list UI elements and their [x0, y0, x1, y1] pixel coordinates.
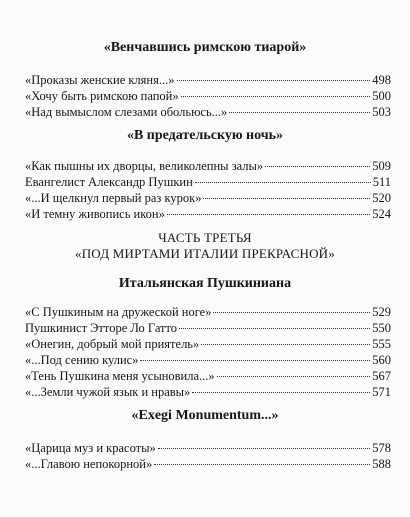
toc-entry [25, 320, 391, 336]
toc-entry [25, 206, 391, 222]
entry-title: «Проказы женские кляня...» [25, 73, 175, 87]
toc-entry [25, 190, 391, 206]
entry-page: 503 [372, 105, 391, 119]
part-title: «ПОД МИРТАМИ ИТАЛИИ ПРЕКРАСНОЙ» [75, 246, 335, 261]
toc-entry [25, 88, 391, 104]
toc-entry [25, 456, 391, 472]
leader-dots [203, 198, 370, 199]
entry-page: 511 [372, 175, 391, 189]
leader-dots [177, 80, 371, 81]
entry-page: 524 [372, 207, 391, 221]
toc-entry [25, 304, 391, 320]
entry-page: 588 [372, 457, 391, 471]
entry-page: 567 [372, 369, 391, 383]
leader-dots [213, 312, 370, 313]
entry-page: 500 [372, 89, 391, 103]
leader-dots [217, 376, 371, 377]
entry-page: 520 [372, 191, 391, 205]
leader-dots [158, 448, 370, 449]
entry-title: «Как пышны их дворцы, великолепны залы» [25, 159, 264, 173]
toc-entry [25, 174, 391, 190]
entry-title: «Онегин, добрый мой приятель» [25, 337, 200, 351]
entry-title: Пушкинист Этторе Ло Гатто [25, 321, 178, 335]
toc-entry [25, 158, 391, 174]
entry-title: «Царица муз и красоты» [25, 441, 156, 455]
entry-page: 498 [372, 73, 391, 87]
leader-dots [201, 344, 370, 345]
leader-dots [195, 182, 371, 183]
toc-entry [25, 368, 391, 384]
leader-dots [229, 112, 370, 113]
leader-dots [192, 392, 370, 393]
entry-title: «С Пушкиным на дружеской ноге» [25, 305, 212, 319]
entry-page: 509 [372, 159, 391, 173]
toc-entry [25, 104, 391, 120]
toc-entry [25, 384, 391, 400]
entry-title: «Тень Пушкина меня усыновила...» [25, 369, 215, 383]
leader-dots [179, 328, 370, 329]
entry-page: 555 [372, 337, 391, 351]
entry-title: «Хочу быть римскою папой» [25, 89, 179, 103]
entry-page: 529 [372, 305, 391, 319]
entry-title: Евангелист Александр Пушкин [25, 175, 193, 189]
entry-title: «Над вымыслом слезами обольюсь...» [25, 105, 228, 119]
entry-title: «...Главою непокорной» [25, 457, 153, 471]
toc-entry [25, 440, 391, 456]
part-label: ЧАСТЬ ТРЕТЬЯ [158, 230, 252, 245]
entry-page: 550 [372, 321, 391, 335]
entry-title: «...Земли чужой язык и нравы» [25, 385, 191, 399]
entry-page: 571 [372, 385, 391, 399]
leader-dots [154, 464, 370, 465]
entry-page: 560 [372, 353, 391, 367]
section-heading: Итальянская Пушкиниана [118, 276, 292, 291]
leader-dots [181, 96, 371, 97]
toc-entry [25, 336, 391, 352]
section-heading: «В предательскую ночь» [126, 128, 284, 143]
section-heading: «Exegi Monumentum...» [131, 408, 279, 423]
entry-title: «...И щелкнул первый раз курок» [25, 191, 202, 205]
section-heading: «Венчавшись римскою тиарой» [103, 40, 307, 55]
leader-dots [265, 166, 370, 167]
entry-title: «...Под сению кулис» [25, 353, 139, 367]
entry-title: «И темну живопись икон» [25, 207, 165, 221]
leader-dots [167, 214, 370, 215]
toc-entry [25, 72, 391, 88]
leader-dots [140, 360, 370, 361]
entry-page: 578 [372, 441, 391, 455]
toc-entry [25, 352, 391, 368]
